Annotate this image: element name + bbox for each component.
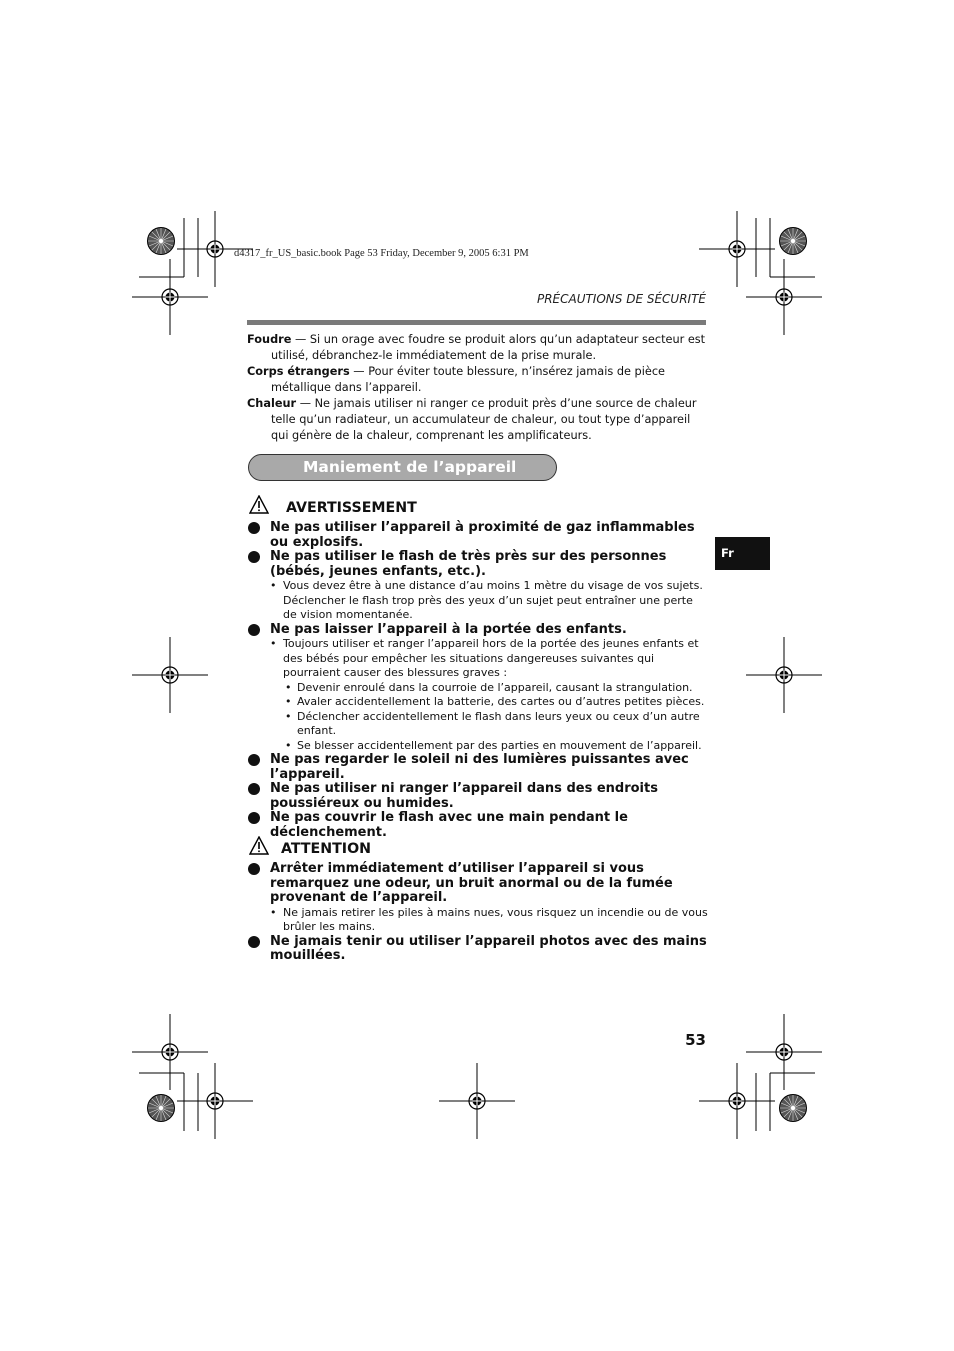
bullet-dot-icon [248, 783, 260, 795]
definition-corps-etrangers: Corps étrangers — Pour éviter toute blessure, n’insérez jamais de pièce métallique dans l’appareil. [247, 365, 665, 394]
bullet-dot-icon [248, 863, 260, 875]
definition-foudre: Foudre — Si un orage avec foudre se produit alors qu’un adaptateur secteur est utilisé, débranchez-le immédiatement de la prise murale. [247, 333, 706, 362]
list-item: Arrêter immédiatement d’utiliser l’appareil si vous remarquez une odeur, un bruit anormal ou de la fumée provenant de l’appareil. [247, 862, 709, 906]
hazard-definitions [247, 332, 707, 444]
header-rule [247, 320, 706, 325]
warning-triangle-icon [249, 836, 269, 859]
list-subnote: • Avaler accidentellement la batterie, des cartes ou d’autres petites pièces. [285, 695, 705, 708]
list-item: Ne pas utiliser le flash de très près sur des personnes (bébés, jeunes enfants, etc.). [247, 550, 709, 579]
bullet-dot-icon [248, 624, 260, 636]
bullet-dot-icon [248, 812, 260, 824]
bullet-dot-icon [248, 522, 260, 534]
list-note: • Toujours utiliser et ranger l’appareil hors de la portée des jeunes enfants et des bébés pour empêcher les situations dangereuses suivantes qui pourraient causer des blessures graves : [270, 637, 699, 679]
caution-heading: ATTENTION [247, 840, 709, 862]
definition-chaleur: Chaleur — Ne jamais utiliser ni ranger ce produit près d’une source de chaleur telle qu’un radiateur, un accumulateur de chaleur, ou tout type d’appareil qui génère de la chaleur, comprenant les amplificateurs. [247, 397, 697, 442]
list-item: Ne pas couvrir le flash avec une main pendant le déclenchement. [247, 811, 709, 840]
bullet-dot-icon [248, 551, 260, 563]
list-note: • Ne jamais retirer les piles à mains nues, vous risquez un incendie ou de vous brûler les mains. [270, 905, 708, 933]
list-subnote: • Déclencher accidentellement le flash dans leurs yeux ou ceux d’un autre enfant. [285, 709, 700, 737]
bullet-dot-icon [248, 936, 260, 948]
section-title: Maniement de l’appareil [248, 454, 557, 481]
list-subnote: • Se blesser accidentellement par des parties en mouvement de l’appareil. [285, 738, 702, 752]
list-item: Ne pas regarder le soleil ni des lumières puissantes avec l’appareil. [247, 753, 709, 782]
language-tab: Fr [715, 537, 770, 570]
list-note: • Vous devez être à une distance d’au moins 1 mètre du visage de vos sujets. Déclencher le flash trop près des yeux d’un sujet peut entraîner une perte de vision momentanée. [270, 579, 703, 621]
list-item: Ne jamais tenir ou utiliser l’appareil photos avec des mains mouillées. [247, 935, 709, 964]
warning-triangle-icon [249, 495, 269, 518]
page-number: 53 [685, 1031, 706, 1049]
running-head: PRÉCAUTIONS DE SÉCURITÉ [536, 292, 706, 306]
list-item: Ne pas laisser l’appareil à la portée des enfants. [247, 623, 709, 638]
list-item: Ne pas utiliser l’appareil à proximité de gaz inflammables ou explosifs. [247, 521, 709, 550]
warning-block [247, 499, 709, 840]
list-item: Ne pas utiliser ni ranger l’appareil dans des endroits poussiéreux ou humides. [247, 782, 709, 811]
list-subnote: • Devenir enroulé dans la courroie de l’appareil, causant la strangulation. [285, 680, 693, 694]
caution-block [247, 840, 709, 964]
warning-heading: AVERTISSEMENT [247, 499, 709, 521]
bullet-dot-icon [248, 754, 260, 766]
book-print-header: d4317_fr_US_basic.book Page 53 Friday, December 9, 2005 6:31 PM [234, 248, 529, 259]
